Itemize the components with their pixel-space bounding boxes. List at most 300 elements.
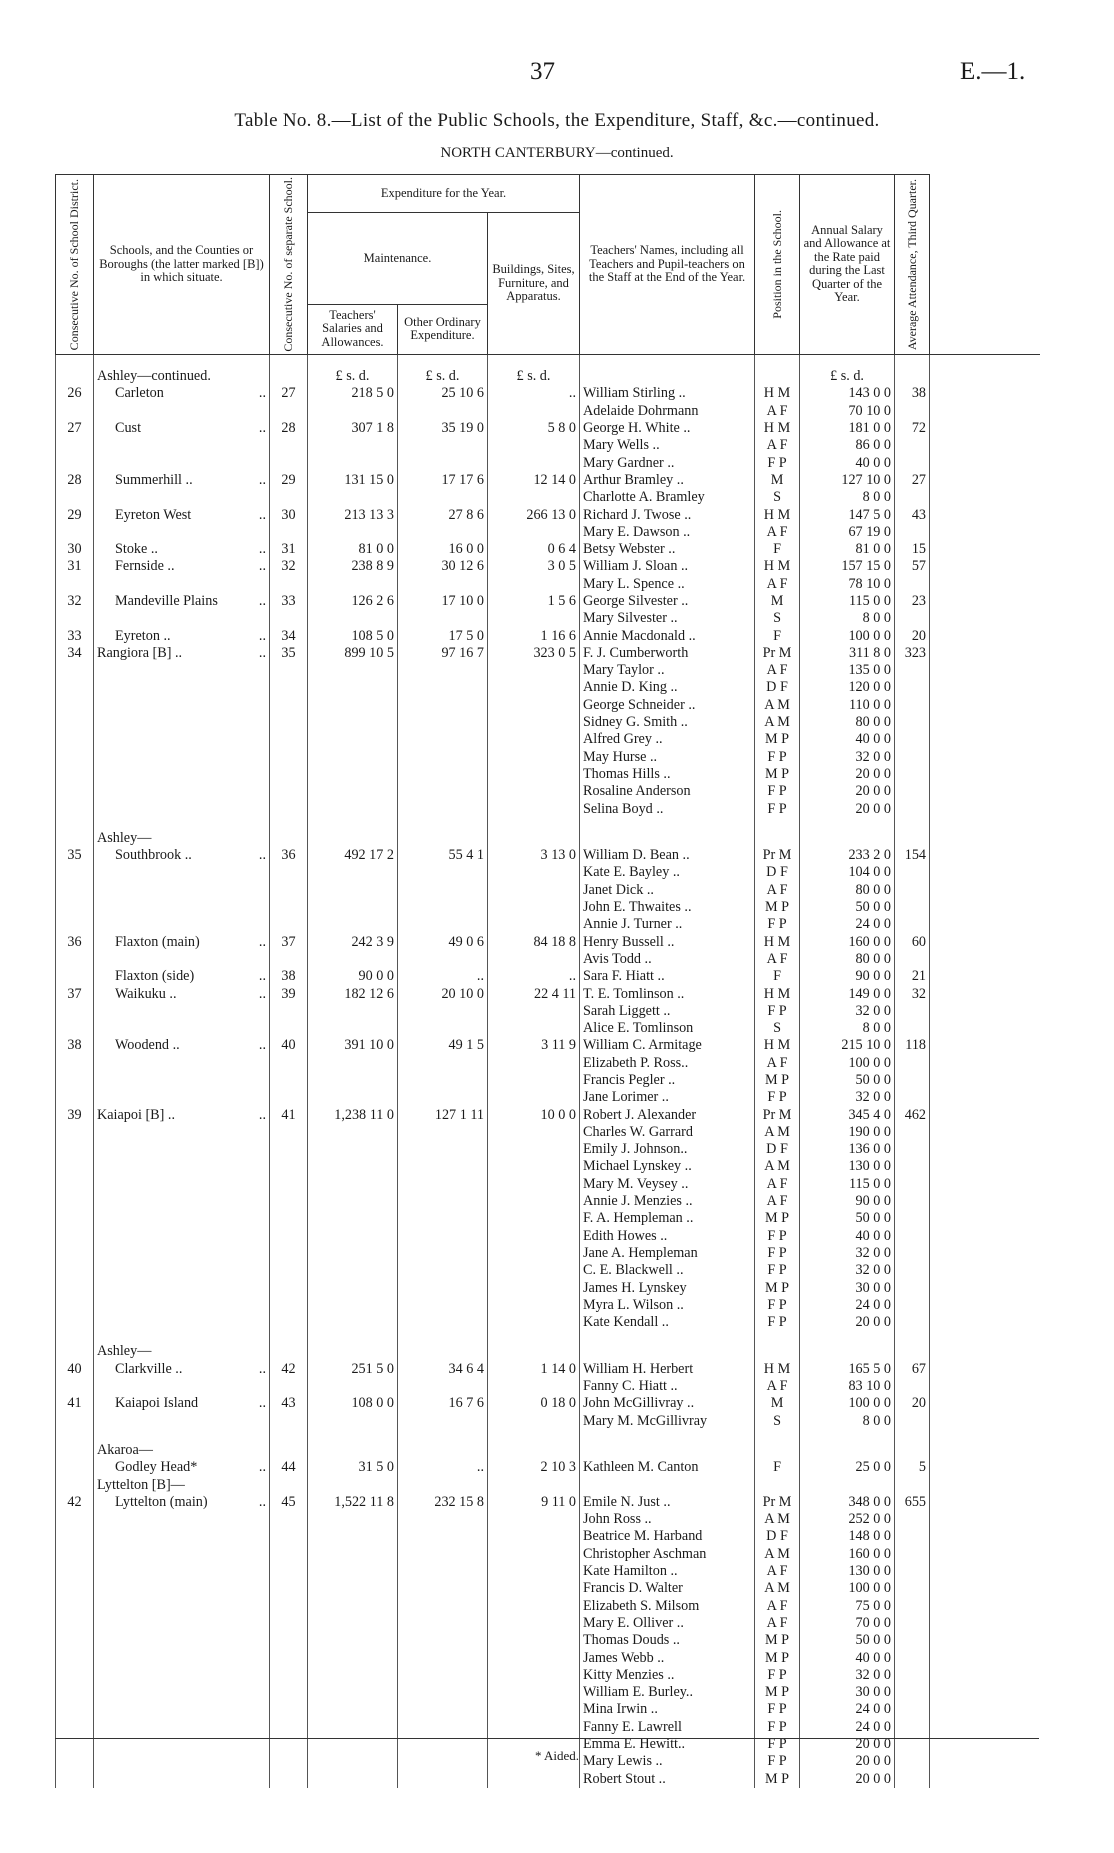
empty-cell <box>930 645 1040 662</box>
position-code: F P <box>755 1003 800 1020</box>
school-row <box>56 968 1040 985</box>
position-code: H M <box>755 934 800 951</box>
buildings-value <box>488 1650 580 1667</box>
other-expenditure-value: 49 0 6 <box>398 934 488 951</box>
district-number: 34 <box>56 645 94 662</box>
buildings-value <box>488 864 580 881</box>
teachers-salaries-value: 251 5 0 <box>308 1361 398 1378</box>
annual-salary: 83 10 0 <box>800 1378 895 1395</box>
district-number: 42 <box>56 1494 94 1511</box>
position-code: A M <box>755 1124 800 1141</box>
district-number <box>56 1297 94 1314</box>
average-attendance <box>895 1719 930 1736</box>
annual-salary: 160 0 0 <box>800 934 895 951</box>
average-attendance <box>895 749 930 766</box>
district-number <box>56 714 94 731</box>
header-expenditure: Expenditure for the Year. <box>308 175 580 213</box>
school-number <box>270 1719 308 1736</box>
school-row <box>56 628 1040 645</box>
average-attendance <box>895 679 930 696</box>
county-label: Ashley— <box>94 1343 270 1360</box>
teacher-row <box>56 1314 1040 1331</box>
district-number <box>56 1528 94 1545</box>
teachers-salaries-value: 108 5 0 <box>308 628 398 645</box>
position-code: F P <box>755 1719 800 1736</box>
teachers-salaries-value <box>308 1580 398 1597</box>
empty-cell <box>930 864 1040 881</box>
spacer-row <box>56 354 1040 368</box>
school-name-cell <box>94 801 270 818</box>
other-expenditure-value <box>398 766 488 783</box>
empty-cell <box>930 1494 1040 1511</box>
teacher-name: James Webb .. <box>580 1650 755 1667</box>
empty-cell <box>755 1343 800 1360</box>
buildings-value <box>488 697 580 714</box>
district-number: 30 <box>56 541 94 558</box>
teacher-name: Jane Lorimer .. <box>580 1089 755 1106</box>
district-number <box>56 576 94 593</box>
money-units-label: £ s. d. <box>398 368 488 385</box>
buildings-value <box>488 1072 580 1089</box>
teacher-row <box>56 1055 1040 1072</box>
school-number <box>270 489 308 506</box>
school-name-cell <box>94 986 270 1003</box>
teachers-salaries-value <box>308 1546 398 1563</box>
school-name: Carleton <box>115 385 164 402</box>
buildings-value <box>488 1297 580 1314</box>
school-number: 38 <box>270 968 308 985</box>
other-expenditure-value <box>398 1719 488 1736</box>
district-number <box>56 864 94 881</box>
district-number <box>56 1413 94 1430</box>
district-number: 41 <box>56 1395 94 1412</box>
average-attendance <box>895 1158 930 1175</box>
annual-salary: 20 0 0 <box>800 1771 895 1788</box>
district-number: 38 <box>56 1037 94 1054</box>
teachers-salaries-value <box>308 951 398 968</box>
other-expenditure-value <box>398 1413 488 1430</box>
teacher-row <box>56 1210 1040 1227</box>
school-number <box>270 576 308 593</box>
teacher-name: George H. White .. <box>580 420 755 437</box>
buildings-value: 0 18 0 <box>488 1395 580 1412</box>
empty-cell <box>488 1477 580 1494</box>
leader-dots: .. <box>258 471 266 488</box>
empty-cell <box>580 1430 755 1442</box>
teacher-row <box>56 1280 1040 1297</box>
annual-salary: 32 0 0 <box>800 1667 895 1684</box>
school-number <box>270 1378 308 1395</box>
teachers-salaries-value <box>308 1020 398 1037</box>
page-number: 37 <box>530 58 555 85</box>
buildings-value <box>488 1055 580 1072</box>
school-row <box>56 1494 1040 1511</box>
annual-salary: 24 0 0 <box>800 916 895 933</box>
annual-salary: 50 0 0 <box>800 1210 895 1227</box>
teacher-row <box>56 1528 1040 1545</box>
teacher-name: Jane A. Hempleman <box>580 1245 755 1262</box>
school-name: Rangiora [B] .. <box>97 644 183 661</box>
teacher-name: Thomas Hills .. <box>580 766 755 783</box>
leader-dots: .. <box>258 1493 266 1510</box>
buildings-value: 84 18 8 <box>488 934 580 951</box>
table-title: Table No. 8.—List of the Public Schools, the Expenditure, Staff, &c.—continued. <box>234 110 880 131</box>
buildings-value: 9 11 0 <box>488 1494 580 1511</box>
empty-cell <box>930 524 1040 541</box>
school-number <box>270 679 308 696</box>
school-name-cell <box>94 731 270 748</box>
empty-cell <box>398 1442 488 1459</box>
buildings-value <box>488 1280 580 1297</box>
position-code: S <box>755 610 800 627</box>
position-code: F P <box>755 1228 800 1245</box>
average-attendance <box>895 576 930 593</box>
annual-salary: 32 0 0 <box>800 1003 895 1020</box>
money-units-label: £ s. d. <box>308 368 398 385</box>
school-name-cell <box>94 1072 270 1089</box>
school-name: Woodend .. <box>115 1037 180 1054</box>
empty-cell <box>398 818 488 830</box>
school-number <box>270 1210 308 1227</box>
school-number <box>270 1598 308 1615</box>
school-number <box>270 951 308 968</box>
average-attendance <box>895 1580 930 1597</box>
empty-cell <box>930 1141 1040 1158</box>
district-number <box>56 1176 94 1193</box>
teachers-salaries-value <box>308 916 398 933</box>
teacher-name: Selina Boyd .. <box>580 801 755 818</box>
position-code: H M <box>755 420 800 437</box>
district-number <box>56 610 94 627</box>
teacher-row <box>56 1262 1040 1279</box>
district-number <box>56 766 94 783</box>
district-number: 35 <box>56 847 94 864</box>
empty-cell <box>800 1331 895 1343</box>
annual-salary: 30 0 0 <box>800 1684 895 1701</box>
average-attendance <box>895 1072 930 1089</box>
empty-cell <box>930 437 1040 454</box>
school-name-cell <box>94 749 270 766</box>
other-expenditure-value <box>398 1563 488 1580</box>
school-name-cell <box>94 1228 270 1245</box>
school-name-cell <box>94 1210 270 1227</box>
region-heading: NORTH CANTERBURY—continued. <box>440 145 674 161</box>
buildings-value: .. <box>488 385 580 402</box>
money-units-label: £ s. d. <box>488 368 580 385</box>
teacher-name: May Hurse .. <box>580 749 755 766</box>
district-number <box>56 1684 94 1701</box>
district-number: 28 <box>56 472 94 489</box>
table-header <box>56 175 1040 355</box>
position-code: M P <box>755 1684 800 1701</box>
empty-cell <box>755 1430 800 1442</box>
buildings-value <box>488 1020 580 1037</box>
empty-cell <box>755 830 800 847</box>
teacher-name: Kathleen M. Canton <box>580 1459 755 1476</box>
buildings-value <box>488 1563 580 1580</box>
school-number <box>270 864 308 881</box>
school-number: 36 <box>270 847 308 864</box>
other-expenditure-value <box>398 437 488 454</box>
other-expenditure-value <box>398 1528 488 1545</box>
annual-salary: 40 0 0 <box>800 455 895 472</box>
table-body <box>56 354 1040 1788</box>
annual-salary: 20 0 0 <box>800 766 895 783</box>
school-number <box>270 916 308 933</box>
school-number <box>270 1055 308 1072</box>
teacher-row <box>56 403 1040 420</box>
teacher-name: Annie J. Turner .. <box>580 916 755 933</box>
teacher-row <box>56 1650 1040 1667</box>
leader-dots: .. <box>258 506 266 523</box>
school-number: 29 <box>270 472 308 489</box>
district-number <box>56 1701 94 1718</box>
position-code: A M <box>755 1546 800 1563</box>
teachers-salaries-value <box>308 801 398 818</box>
leader-dots: .. <box>258 592 266 609</box>
school-name-cell <box>94 882 270 899</box>
school-name-cell <box>94 610 270 627</box>
school-number <box>270 1089 308 1106</box>
buildings-value <box>488 1771 580 1788</box>
empty-cell <box>930 1459 1040 1476</box>
district-number <box>56 1020 94 1037</box>
position-code: F P <box>755 1701 800 1718</box>
buildings-value: .. <box>488 968 580 985</box>
school-name-cell <box>94 1037 270 1054</box>
teacher-name: John E. Thwaites .. <box>580 899 755 916</box>
district-number <box>56 1245 94 1262</box>
other-expenditure-value <box>398 1193 488 1210</box>
empty-cell <box>308 1442 398 1459</box>
empty-cell <box>930 731 1040 748</box>
teacher-row <box>56 437 1040 454</box>
position-code: M P <box>755 1632 800 1649</box>
school-name-cell <box>94 1124 270 1141</box>
average-attendance: 5 <box>895 1459 930 1476</box>
school-row <box>56 507 1040 524</box>
teacher-row <box>56 1413 1040 1430</box>
position-code: D F <box>755 679 800 696</box>
teachers-salaries-value <box>308 731 398 748</box>
position-code: A F <box>755 524 800 541</box>
position-code: S <box>755 1413 800 1430</box>
teacher-name: Henry Bussell .. <box>580 934 755 951</box>
teacher-name: Charles W. Garrard <box>580 1124 755 1141</box>
annual-salary: 348 0 0 <box>800 1494 895 1511</box>
annual-salary: 80 0 0 <box>800 714 895 731</box>
header-consec-district: Consecutive No. of School District. <box>56 175 94 355</box>
header-position: Position in the School. <box>755 175 800 355</box>
empty-cell <box>895 1331 930 1343</box>
position-code: A F <box>755 951 800 968</box>
teachers-salaries-value: 238 8 9 <box>308 558 398 575</box>
average-attendance <box>895 766 930 783</box>
buildings-value <box>488 1378 580 1395</box>
empty-cell <box>930 1280 1040 1297</box>
empty-cell <box>930 916 1040 933</box>
empty-cell <box>270 818 308 830</box>
average-attendance <box>895 610 930 627</box>
buildings-value <box>488 1176 580 1193</box>
empty-cell <box>755 818 800 830</box>
school-number <box>270 1280 308 1297</box>
empty-cell <box>930 847 1040 864</box>
buildings-value <box>488 1228 580 1245</box>
empty-cell <box>930 1563 1040 1580</box>
other-expenditure-value <box>398 1701 488 1718</box>
position-code: A F <box>755 882 800 899</box>
district-number <box>56 1546 94 1563</box>
annual-salary: 40 0 0 <box>800 731 895 748</box>
school-name-cell <box>94 1245 270 1262</box>
district-number <box>56 1124 94 1141</box>
teacher-row <box>56 1632 1040 1649</box>
position-code: F P <box>755 1089 800 1106</box>
buildings-value <box>488 1089 580 1106</box>
leader-dots: .. <box>258 627 266 644</box>
teacher-name: Arthur Bramley .. <box>580 472 755 489</box>
other-expenditure-value: 49 1 5 <box>398 1037 488 1054</box>
leader-dots: .. <box>258 1106 266 1123</box>
annual-salary: 32 0 0 <box>800 1262 895 1279</box>
annual-salary: 252 0 0 <box>800 1511 895 1528</box>
school-number <box>270 1684 308 1701</box>
other-expenditure-value <box>398 1632 488 1649</box>
empty-cell <box>895 818 930 830</box>
other-expenditure-value <box>398 662 488 679</box>
average-attendance: 15 <box>895 541 930 558</box>
district-number <box>56 1262 94 1279</box>
district-number <box>56 1072 94 1089</box>
school-number <box>270 1158 308 1175</box>
teachers-salaries-value <box>308 437 398 454</box>
position-code: H M <box>755 385 800 402</box>
annual-salary: 120 0 0 <box>800 679 895 696</box>
empty-cell <box>94 1331 270 1343</box>
other-expenditure-value: 55 4 1 <box>398 847 488 864</box>
average-attendance <box>895 455 930 472</box>
position-code: A M <box>755 697 800 714</box>
teacher-row <box>56 1701 1040 1718</box>
empty-cell <box>930 1395 1040 1412</box>
teachers-salaries-value <box>308 1771 398 1788</box>
teacher-name: T. E. Tomlinson .. <box>580 986 755 1003</box>
average-attendance <box>895 1020 930 1037</box>
buildings-value <box>488 1667 580 1684</box>
position-code: A F <box>755 1615 800 1632</box>
teachers-salaries-value <box>308 1124 398 1141</box>
position-code: S <box>755 1020 800 1037</box>
district-number <box>56 1158 94 1175</box>
teachers-salaries-value <box>308 1667 398 1684</box>
empty-cell <box>930 1361 1040 1378</box>
district-number <box>56 1563 94 1580</box>
buildings-value <box>488 1580 580 1597</box>
annual-salary: 215 10 0 <box>800 1037 895 1054</box>
empty-cell <box>895 1442 930 1459</box>
teacher-row <box>56 455 1040 472</box>
school-name-cell <box>94 1176 270 1193</box>
average-attendance <box>895 1176 930 1193</box>
empty-cell <box>270 1430 308 1442</box>
school-name-cell <box>94 1141 270 1158</box>
district-number <box>56 1598 94 1615</box>
empty-cell <box>398 1331 488 1343</box>
district-number <box>56 697 94 714</box>
position-code: F <box>755 1459 800 1476</box>
teachers-salaries-value <box>308 1141 398 1158</box>
school-number <box>270 662 308 679</box>
average-attendance <box>895 899 930 916</box>
buildings-value <box>488 1262 580 1279</box>
position-code: H M <box>755 1361 800 1378</box>
buildings-value <box>488 1511 580 1528</box>
county-label: Ashley— <box>94 830 270 847</box>
teachers-salaries-value: 899 10 5 <box>308 645 398 662</box>
school-row <box>56 986 1040 1003</box>
other-expenditure-value <box>398 731 488 748</box>
annual-salary: 8 0 0 <box>800 610 895 627</box>
school-row <box>56 593 1040 610</box>
school-name-cell <box>94 1598 270 1615</box>
school-number <box>270 749 308 766</box>
school-name-cell <box>94 1511 270 1528</box>
teacher-name: Thomas Douds .. <box>580 1632 755 1649</box>
annual-salary: 149 0 0 <box>800 986 895 1003</box>
district-number <box>56 899 94 916</box>
average-attendance: 21 <box>895 968 930 985</box>
annual-salary: 127 10 0 <box>800 472 895 489</box>
teacher-row <box>56 1158 1040 1175</box>
other-expenditure-value <box>398 1511 488 1528</box>
school-number <box>270 783 308 800</box>
school-row <box>56 847 1040 864</box>
buildings-value <box>488 1546 580 1563</box>
annual-salary: 100 0 0 <box>800 1580 895 1597</box>
school-name-cell <box>94 1650 270 1667</box>
average-attendance <box>895 1245 930 1262</box>
teacher-name: Myra L. Wilson .. <box>580 1297 755 1314</box>
other-expenditure-value <box>398 1055 488 1072</box>
school-number <box>270 1020 308 1037</box>
school-name: Clarkville .. <box>115 1360 183 1377</box>
district-number: 29 <box>56 507 94 524</box>
school-number: 41 <box>270 1107 308 1124</box>
buildings-value <box>488 489 580 506</box>
school-name-cell <box>94 524 270 541</box>
teachers-salaries-value <box>308 524 398 541</box>
buildings-value <box>488 610 580 627</box>
county-label: Akaroa— <box>94 1442 270 1459</box>
school-name-cell <box>94 1055 270 1072</box>
annual-salary: 70 10 0 <box>800 403 895 420</box>
annual-salary: 181 0 0 <box>800 420 895 437</box>
school-number: 39 <box>270 986 308 1003</box>
school-name-cell <box>94 1632 270 1649</box>
annual-salary: 110 0 0 <box>800 697 895 714</box>
empty-cell <box>308 1430 398 1442</box>
position-code: D F <box>755 864 800 881</box>
position-code: F P <box>755 1245 800 1262</box>
leader-dots: .. <box>258 420 266 437</box>
buildings-value <box>488 403 580 420</box>
average-attendance <box>895 1771 930 1788</box>
average-attendance <box>895 1141 930 1158</box>
teachers-salaries-value <box>308 1072 398 1089</box>
teachers-salaries-value <box>308 1511 398 1528</box>
buildings-value: 0 6 4 <box>488 541 580 558</box>
